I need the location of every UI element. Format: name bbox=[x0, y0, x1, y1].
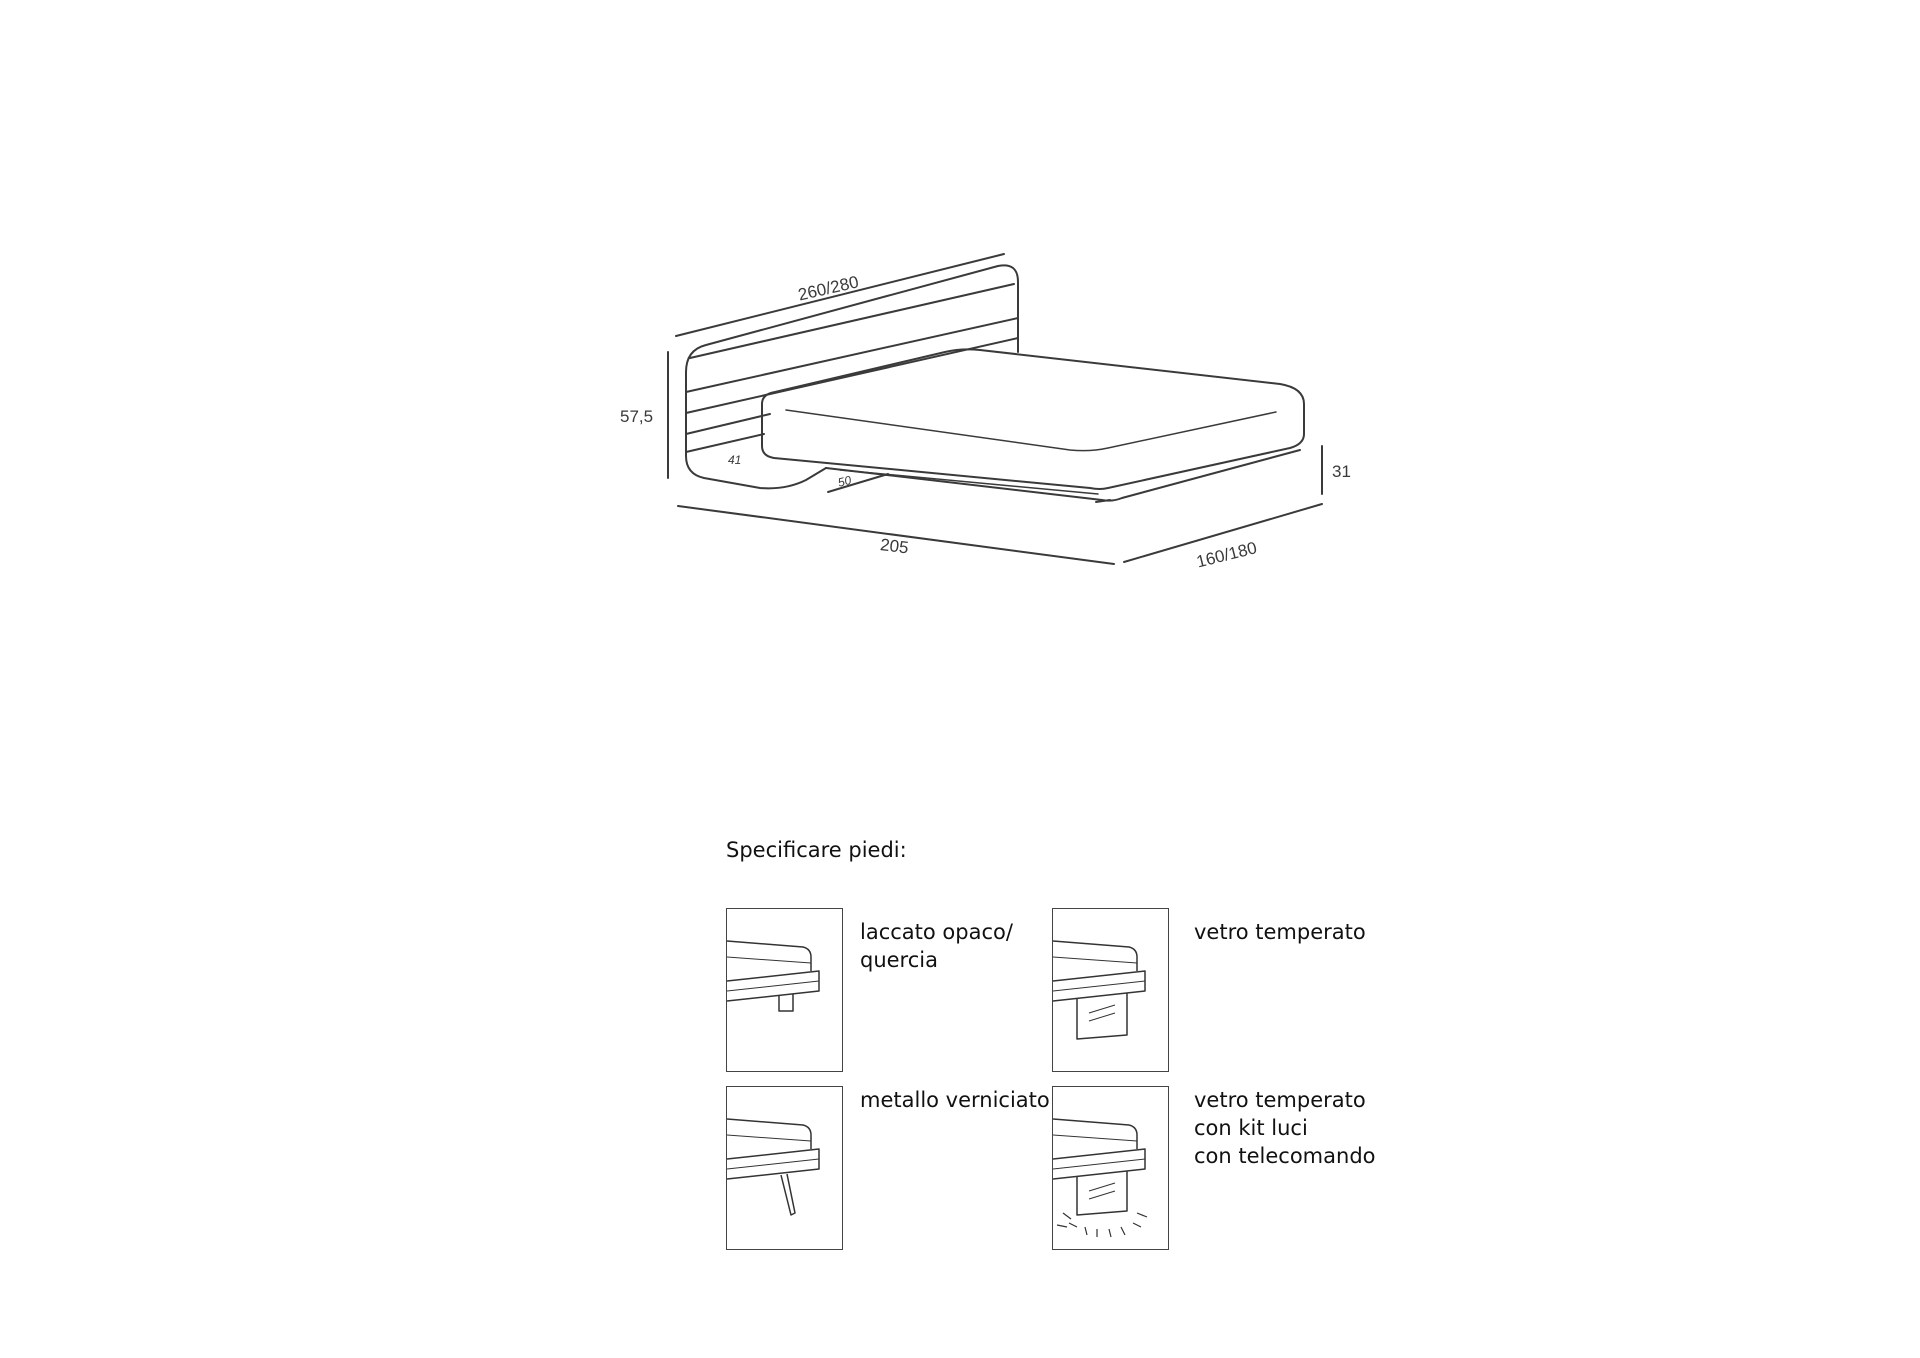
option-thumb-lit-glass bbox=[1052, 1086, 1169, 1250]
lit-glass-foot-icon bbox=[1053, 1087, 1170, 1251]
mattress-top bbox=[762, 349, 1304, 434]
dim-side-depth: 41 bbox=[728, 453, 742, 467]
dim-bed-length: 205 bbox=[879, 535, 910, 558]
option-label-glass: vetro temperato bbox=[1194, 920, 1366, 944]
dim-headboard-width: 260/280 bbox=[796, 272, 861, 305]
glass-foot-icon bbox=[1053, 909, 1170, 1073]
option-thumb-glass bbox=[1052, 908, 1169, 1072]
feet-heading: Specificare piedi: bbox=[726, 838, 907, 862]
dim-headboard-height: 57,5 bbox=[620, 407, 654, 426]
dim-bed-height: 31 bbox=[1332, 462, 1351, 481]
option-label-lit-glass: vetro temperato con kit luci con telecomando bbox=[1194, 1088, 1376, 1168]
option-label-metal: metallo verniciato bbox=[860, 1088, 1050, 1112]
wooden-leg-icon bbox=[727, 909, 844, 1073]
dim-side-width: 50 bbox=[836, 472, 853, 490]
option-label-lacquered: laccato opaco/ quercia bbox=[860, 920, 1013, 972]
metal-leg-icon bbox=[727, 1087, 844, 1251]
option-thumb-lacquered bbox=[726, 908, 843, 1072]
option-thumb-metal bbox=[726, 1086, 843, 1250]
dim-bed-width: 160/180 bbox=[1194, 538, 1259, 572]
